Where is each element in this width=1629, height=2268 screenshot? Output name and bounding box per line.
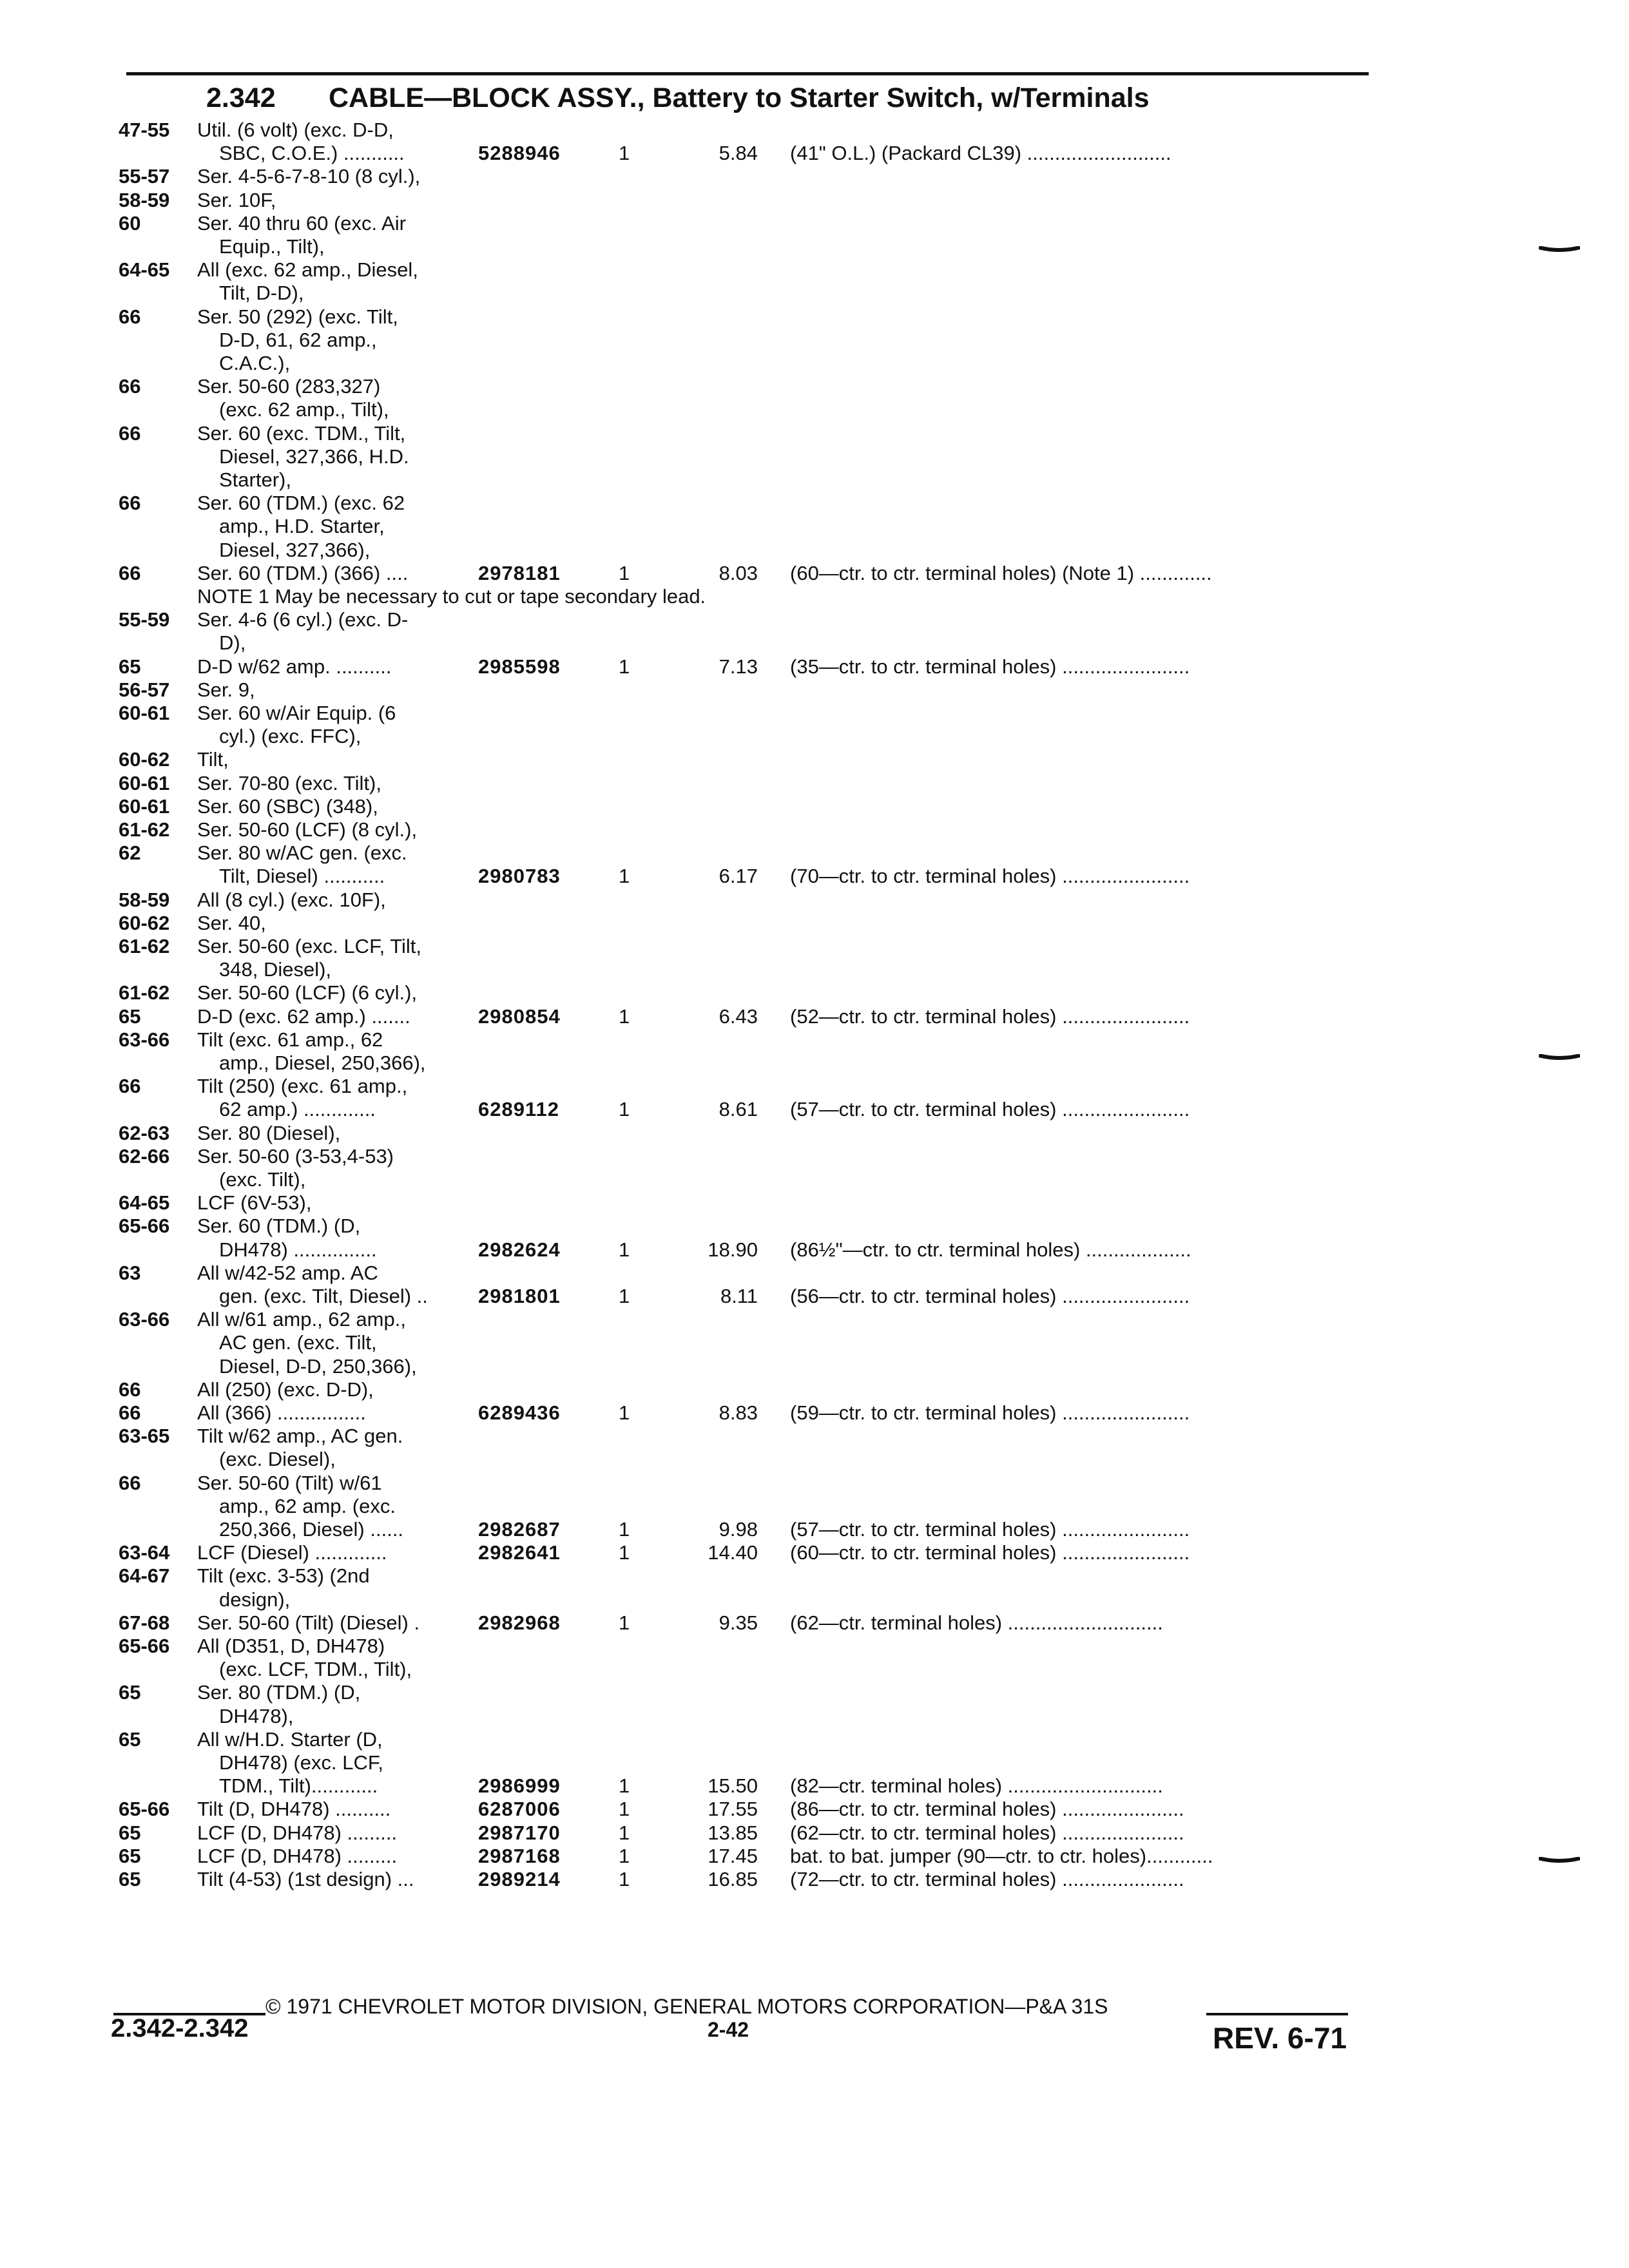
application-text: TDM., Tilt)............ (219, 1774, 378, 1798)
model-years: 63-66 (119, 1308, 170, 1331)
price-value: 5.84 (718, 142, 758, 165)
quantity: 1 (619, 1238, 630, 1261)
application-text: Starter), (219, 468, 291, 491)
quantity: 1 (619, 1518, 630, 1541)
model-years: 65 (119, 1004, 141, 1028)
price-value: 9.35 (718, 1611, 758, 1634)
application-text: Tilt w/62 amp., AC gen. (197, 1425, 403, 1448)
application-text: Ser. 50-60 (283,327) (197, 375, 381, 398)
quantity: 1 (619, 1541, 630, 1564)
application-text: Tilt (exc. 3-53) (2nd (197, 1564, 370, 1588)
model-years: 63 (119, 1261, 141, 1284)
model-years: 66 (119, 1378, 141, 1401)
application-text: Ser. 9, (197, 678, 255, 701)
model-years: 58-59 (119, 188, 170, 211)
price-value: 8.03 (718, 561, 758, 584)
remark-text: (72—ctr. to ctr. terminal holes) ...................... (790, 1868, 1184, 1890)
model-years: 65 (119, 655, 141, 678)
model-years: 66 (119, 1471, 141, 1494)
model-years: 60 (119, 211, 141, 235)
model-years: 60-61 (119, 702, 170, 724)
application-text: Ser. 60 (SBC) (348), (197, 794, 378, 818)
section-range: 2.342-2.342 (111, 2014, 249, 2042)
quantity: 1 (619, 1868, 630, 1890)
model-years: 65-66 (119, 1635, 170, 1657)
part-number: 2987170 (478, 1821, 561, 1844)
application-text: Ser. 40 thru 60 (exc. Air (197, 211, 406, 235)
application-text: DH478), (219, 1704, 294, 1727)
part-number: 2980783 (478, 865, 561, 888)
application-text: All (8 cyl.) (exc. 10F), (197, 888, 386, 911)
model-years: 63-66 (119, 1028, 170, 1051)
model-years: 64-67 (119, 1564, 170, 1588)
application-text: Ser. 40, (197, 911, 266, 934)
price-value: 16.85 (708, 1868, 758, 1890)
application-text: D-D, 61, 62 amp., (219, 328, 377, 351)
application-text: Ser. 60 (TDM.) (366) .... (197, 561, 409, 584)
part-number: 2982624 (478, 1238, 561, 1261)
note-text: NOTE 1 May be necessary to cut or tape secondary lead. (197, 585, 706, 608)
application-text: (exc. Tilt), (219, 1168, 306, 1191)
application-text: DH478) (exc. LCF, (219, 1751, 383, 1774)
price-value: 9.98 (718, 1518, 758, 1541)
model-years: 65 (119, 1821, 141, 1844)
part-number: 2989214 (478, 1868, 561, 1890)
application-text: Tilt, D-D), (219, 282, 304, 305)
application-text: (exc. 62 amp., Tilt), (219, 398, 389, 421)
application-text: Tilt (4-53) (1st design) ... (197, 1868, 414, 1890)
model-years: 55-57 (119, 165, 170, 188)
revision-date: REV. 6-71 (1213, 2021, 1347, 2055)
price-value: 7.13 (718, 655, 758, 678)
application-text: Tilt (exc. 61 amp., 62 (197, 1028, 383, 1051)
model-years: 66 (119, 492, 141, 515)
remark-text: (60—ctr. to ctr. terminal holes) ....................... (790, 1541, 1190, 1564)
application-text: Diesel, 327,366), (219, 538, 371, 561)
application-text: Ser. 50-60 (Tilt) w/61 (197, 1471, 382, 1494)
part-number: 2985598 (478, 655, 561, 678)
remark-text: (86—ctr. to ctr. terminal holes) ...................... (790, 1798, 1184, 1821)
application-text: amp., Diesel, 250,366), (219, 1052, 426, 1074)
model-years: 62 (119, 841, 141, 865)
application-text: Tilt (D, DH478) .......... (197, 1798, 391, 1821)
model-years: 60-61 (119, 794, 170, 818)
application-text: Ser. 50-60 (LCF) (6 cyl.), (197, 981, 418, 1004)
part-number: 2981801 (478, 1285, 561, 1307)
application-text: LCF (Diesel) ............. (197, 1541, 387, 1564)
quantity: 1 (619, 1401, 630, 1424)
remark-text: (57—ctr. to ctr. terminal holes) ....................... (790, 1098, 1190, 1121)
quantity: 1 (619, 1774, 630, 1798)
part-number: 2982641 (478, 1541, 561, 1564)
application-text: Util. (6 volt) (exc. D-D, (197, 119, 394, 141)
quantity: 1 (619, 1611, 630, 1634)
application-text: 250,366, Diesel) ...... (219, 1518, 404, 1541)
application-text: LCF (D, DH478) ......... (197, 1844, 398, 1867)
model-years: 67-68 (119, 1611, 170, 1634)
model-years: 60-62 (119, 748, 170, 771)
remark-text: (70—ctr. to ctr. terminal holes) ....................... (790, 865, 1190, 888)
remark-text: (35—ctr. to ctr. terminal holes) ....................... (790, 655, 1190, 678)
application-text: All w/42-52 amp. AC (197, 1261, 378, 1284)
remark-text: (60—ctr. to ctr. terminal holes) (Note 1) ............. (790, 561, 1212, 584)
top-rule (126, 72, 1369, 75)
model-years: 62-66 (119, 1144, 170, 1168)
application-text: AC gen. (exc. Tilt, (219, 1331, 377, 1354)
application-text: Tilt, (197, 748, 229, 771)
application-text: 62 amp.) ............. (219, 1098, 376, 1121)
part-number: 6287006 (478, 1798, 561, 1821)
price-value: 6.17 (718, 865, 758, 888)
model-years: 63-65 (119, 1425, 170, 1448)
model-years: 66 (119, 1075, 141, 1098)
application-text: Ser. 60 (TDM.) (D, (197, 1215, 361, 1238)
application-text: Ser. 50-60 (exc. LCF, Tilt, (197, 935, 422, 957)
model-years: 65 (119, 1681, 141, 1704)
remark-text: (82—ctr. terminal holes) ............................ (790, 1774, 1163, 1798)
model-years: 47-55 (119, 119, 170, 141)
application-text: LCF (6V-53), (197, 1191, 312, 1215)
application-text: All w/H.D. Starter (D, (197, 1727, 383, 1751)
application-text: Ser. 80 w/AC gen. (exc. (197, 841, 407, 865)
quantity: 1 (619, 1004, 630, 1028)
application-text: 348, Diesel), (219, 958, 332, 981)
application-text: All (exc. 62 amp., Diesel, (197, 258, 418, 282)
section-title (206, 82, 1150, 114)
price-value: 17.55 (708, 1798, 758, 1821)
part-number: 2986999 (478, 1774, 561, 1798)
part-number: 6289112 (478, 1098, 559, 1121)
application-text: Ser. 80 (Diesel), (197, 1121, 341, 1144)
application-text: D-D (exc. 62 amp.) ....... (197, 1004, 410, 1028)
application-text: All (250) (exc. D-D), (197, 1378, 374, 1401)
section-heading: CABLE—BLOCK ASSY., Battery to Starter Switch, w/Terminals (329, 82, 1150, 113)
model-years: 65-66 (119, 1215, 170, 1238)
model-years: 66 (119, 561, 141, 584)
application-text: D), (219, 631, 246, 655)
application-text: All (D351, D, DH478) (197, 1635, 385, 1657)
model-years: 61-62 (119, 981, 170, 1004)
application-text: Ser. 50-60 (Tilt) (Diesel) . (197, 1611, 420, 1634)
price-value: 18.90 (708, 1238, 758, 1261)
application-text: cyl.) (exc. FFC), (219, 725, 361, 748)
application-text: gen. (exc. Tilt, Diesel) .. (219, 1285, 428, 1307)
price-value: 8.61 (718, 1098, 758, 1121)
model-years: 60-61 (119, 771, 170, 794)
model-years: 66 (119, 1401, 141, 1424)
remark-text: bat. to bat. jumper (90—ctr. to ctr. holes)............ (790, 1844, 1213, 1867)
application-text: Ser. 4-6 (6 cyl.) (exc. D- (197, 608, 409, 631)
part-number: 2987168 (478, 1844, 561, 1867)
model-years: 65 (119, 1868, 141, 1890)
model-years: 65 (119, 1844, 141, 1867)
binding-mark (1539, 1857, 1580, 1863)
model-years: 66 (119, 375, 141, 398)
binding-mark (1539, 1054, 1580, 1061)
model-years: 66 (119, 421, 141, 445)
part-number: 2980854 (478, 1004, 561, 1028)
application-text: Ser. 4-5-6-7-8-10 (8 cyl.), (197, 165, 421, 188)
model-years: 65-66 (119, 1798, 170, 1821)
footer-rule-right (1206, 2013, 1348, 2015)
application-text: Ser. 50 (292) (exc. Tilt, (197, 305, 398, 328)
model-years: 66 (119, 305, 141, 328)
application-text: Equip., Tilt), (219, 235, 325, 258)
remark-text: (62—ctr. terminal holes) ............................ (790, 1611, 1163, 1634)
application-text: D-D w/62 amp. .......... (197, 655, 392, 678)
model-years: 55-59 (119, 608, 170, 631)
application-text: Tilt (250) (exc. 61 amp., (197, 1075, 408, 1098)
application-text: Ser. 10F, (197, 188, 276, 211)
remark-text: (52—ctr. to ctr. terminal holes) ....................... (790, 1004, 1190, 1028)
application-text: All (366) ................ (197, 1401, 366, 1424)
application-text: Ser. 80 (TDM.) (D, (197, 1681, 361, 1704)
model-years: 56-57 (119, 678, 170, 701)
application-text: (exc. Diesel), (219, 1448, 336, 1471)
quantity: 1 (619, 1798, 630, 1821)
part-number: 2982968 (478, 1611, 561, 1634)
application-text: Diesel, 327,366, H.D. (219, 445, 409, 468)
remark-text: (57—ctr. to ctr. terminal holes) ....................... (790, 1518, 1190, 1541)
price-value: 8.11 (720, 1285, 758, 1307)
application-text: amp., 62 amp. (exc. (219, 1494, 396, 1517)
application-text: Ser. 50-60 (3-53,4-53) (197, 1144, 394, 1168)
application-text: SBC, C.O.E.) ........... (219, 142, 405, 165)
application-text: Ser. 50-60 (LCF) (8 cyl.), (197, 818, 418, 841)
page-number: 2-42 (708, 2018, 749, 2041)
application-text: (exc. LCF, TDM., Tilt), (219, 1658, 412, 1681)
price-value: 6.43 (718, 1004, 758, 1028)
application-text: Diesel, D-D, 250,366), (219, 1354, 417, 1378)
binding-mark (1539, 246, 1580, 253)
part-number: 5288946 (478, 142, 561, 165)
price-value: 14.40 (708, 1541, 758, 1564)
quantity: 1 (619, 561, 630, 584)
quantity: 1 (619, 865, 630, 888)
remark-text: (62—ctr. to ctr. terminal holes) ...................... (790, 1821, 1184, 1844)
application-text: LCF (D, DH478) ......... (197, 1821, 398, 1844)
price-value: 13.85 (708, 1821, 758, 1844)
price-value: 17.45 (708, 1844, 758, 1867)
remark-text: (41" O.L.) (Packard CL39) .......................... (790, 142, 1171, 165)
application-text: C.A.C.), (219, 352, 291, 374)
quantity: 1 (619, 655, 630, 678)
model-years: 62-63 (119, 1121, 170, 1144)
remark-text: (86½"—ctr. to ctr. terminal holes) ................... (790, 1238, 1191, 1261)
application-text: Ser. 60 (TDM.) (exc. 62 (197, 492, 405, 515)
model-years: 58-59 (119, 888, 170, 911)
quantity: 1 (619, 142, 630, 165)
model-years: 61-62 (119, 935, 170, 957)
price-value: 8.83 (718, 1401, 758, 1424)
quantity: 1 (619, 1285, 630, 1307)
application-text: DH478) ............... (219, 1238, 377, 1261)
remark-text: (59—ctr. to ctr. terminal holes) ....................... (790, 1401, 1190, 1424)
application-text: Ser. 60 w/Air Equip. (6 (197, 702, 396, 724)
application-text: Ser. 70-80 (exc. Tilt), (197, 771, 381, 794)
application-text: amp., H.D. Starter, (219, 515, 385, 538)
model-years: 64-65 (119, 258, 170, 282)
model-years: 61-62 (119, 818, 170, 841)
quantity: 1 (619, 1821, 630, 1844)
model-years: 65 (119, 1727, 141, 1751)
section-number: 2.342 (206, 82, 276, 113)
model-years: 63-64 (119, 1541, 170, 1564)
copyright-line: © 1971 CHEVROLET MOTOR DIVISION, GENERAL MOTORS CORPORATION—P&A 31S (265, 1995, 1108, 2018)
application-text: design), (219, 1588, 291, 1611)
remark-text: (56—ctr. to ctr. terminal holes) ....................... (790, 1285, 1190, 1307)
application-text: All w/61 amp., 62 amp., (197, 1308, 406, 1331)
quantity: 1 (619, 1098, 630, 1121)
part-number: 6289436 (478, 1401, 561, 1424)
part-number: 2978181 (478, 561, 561, 584)
price-value: 15.50 (708, 1774, 758, 1798)
part-number: 2982687 (478, 1518, 561, 1541)
application-text: Tilt, Diesel) ........... (219, 865, 385, 888)
application-text: Ser. 60 (exc. TDM., Tilt, (197, 421, 406, 445)
model-years: 60-62 (119, 911, 170, 934)
model-years: 64-65 (119, 1191, 170, 1215)
quantity: 1 (619, 1844, 630, 1867)
